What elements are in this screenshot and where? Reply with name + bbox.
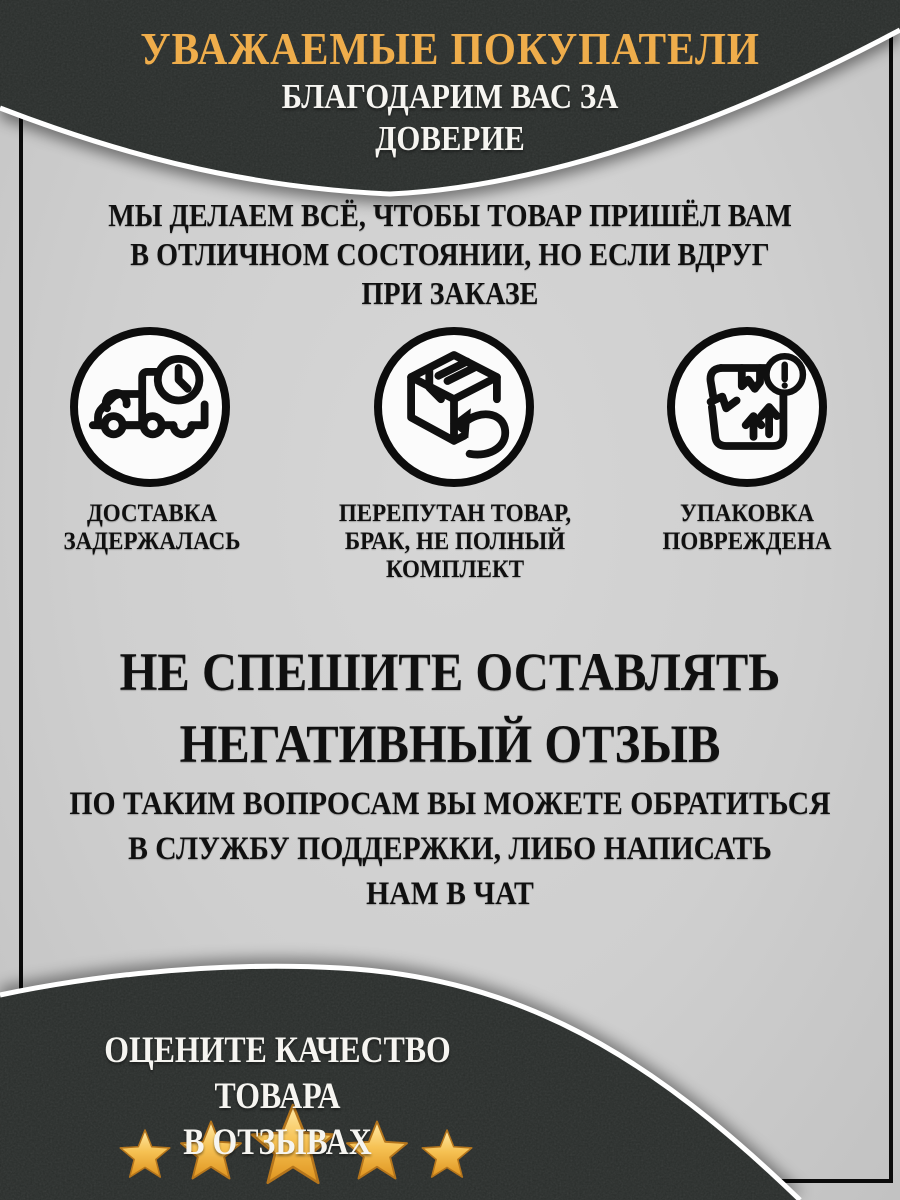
warning-line: НЕГАТИВНЫЙ ОТЗЫВ [179,714,721,774]
subtitle-line: БЛАГОДАРИМ ВАС ЗА [281,77,619,116]
header-subtitle [54,76,846,160]
support-text [45,782,855,917]
issue-label-wrong-item [326,500,584,584]
intro-line: В ОТЛИЧНОМ СОСТОЯНИИ, НО ЕСЛИ ВДРУГ [130,236,770,272]
issue-circle-wrong-item [374,327,534,487]
delivery-truck-clock-icon [85,342,215,472]
intro-line: МЫ ДЕЛАЕМ ВСЁ, ЧТОБЫ ТОВАР ПРИШЁЛ ВАМ [108,197,792,233]
intro-line: ПРИ ЗАКАЗЕ [361,275,539,311]
footer-text [43,1028,512,1166]
issue-label-line: ДОСТАВКА [86,500,218,527]
warning-line: НЕ СПЕШИТЕ ОСТАВЛЯТЬ [119,642,781,702]
support-line: НАМ В ЧАТ [366,876,534,912]
subtitle-line: ДОВЕРИЕ [375,119,525,158]
warning-headline [45,636,855,780]
issue-label-delivery [42,500,263,556]
footer-line: ОЦЕНИТЕ КАЧЕСТВО ТОВАРА [104,1030,451,1117]
page-title: УВАЖАЕМЫЕ ПОКУПАТЕЛИ [140,23,760,74]
issue-label-line: КОМПЛЕКТ [385,556,525,583]
issue-circle-damaged [667,327,827,487]
issue-label-line: ПЕРЕПУТАН ТОВАР, [338,500,572,527]
issue-label-damaged [627,500,866,556]
support-line: В СЛУЖБУ ПОДДЕРЖКИ, ЛИБО НАПИСАТЬ [128,831,772,867]
box-return-arrow-icon [389,342,519,472]
issue-label-line: ЗАДЕРЖАЛАСЬ [63,528,241,555]
intro-text [54,196,846,313]
issue-label-line: ПОВРЕЖДЕНА [662,528,832,555]
issue-circle-delivery [70,327,230,487]
issue-label-line: УПАКОВКА [679,500,815,527]
footer-line: В ОТЗЫВАХ [183,1122,372,1163]
issue-label-line: БРАК, НЕ ПОЛНЫЙ [344,528,566,555]
support-line: ПО ТАКИМ ВОПРОСАМ ВЫ МОЖЕТЕ ОБРАТИТЬСЯ [69,786,831,822]
damaged-package-icon [682,342,812,472]
